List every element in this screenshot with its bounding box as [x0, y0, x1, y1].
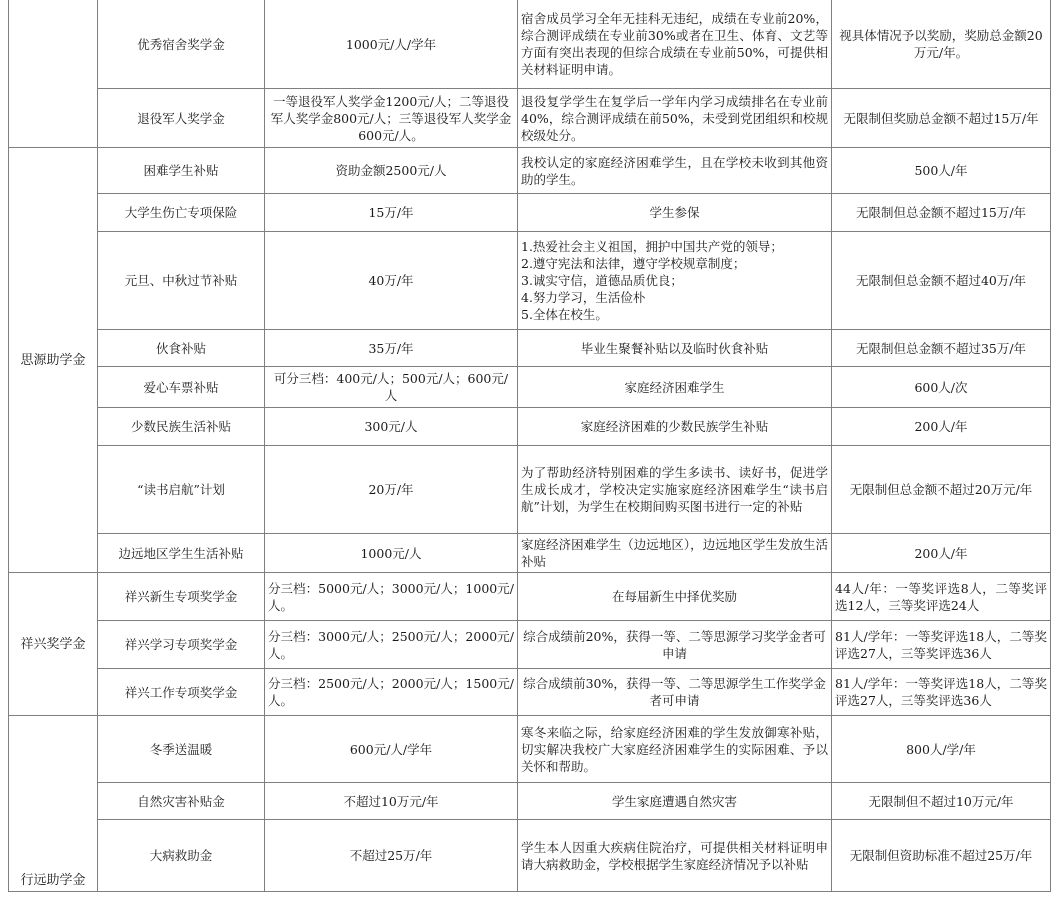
table-row	[9, 446, 1051, 534]
item-amount: 15万/年	[265, 194, 518, 232]
item-quota: 无限制但总金额不超过20万元/年	[832, 446, 1051, 534]
item-name: 伙食补贴	[98, 330, 265, 367]
item-amount: 分三档：3000元/人；2500元/人；2000元/人。	[265, 621, 518, 669]
criteria-line: 1.热爱社会主义祖国，拥护中国共产党的领导；	[521, 239, 783, 254]
item-name: 退役军人奖学金	[98, 89, 265, 148]
criteria-line: 2.遵守宪法和法律，遵守学校规章制度；	[521, 256, 746, 271]
item-amount: 1000元/人	[265, 534, 518, 573]
item-quota: 200人/年	[832, 534, 1051, 573]
item-criteria: 家庭经济困难学生（边远地区），边远地区学生发放生活补贴	[518, 534, 832, 573]
item-name: 祥兴新生专项奖学金	[98, 573, 265, 621]
item-name: 元旦、中秋过节补贴	[98, 232, 265, 330]
item-quota: 600人/次	[832, 367, 1051, 408]
item-name: 大学生伤亡专项保险	[98, 194, 265, 232]
criteria-line: 4.努力学习，生活俭朴	[521, 290, 646, 305]
item-amount: 分三档：2500元/人；2000元/人；1500元/人。	[265, 669, 518, 716]
category-cell: 祥兴奖学金	[9, 573, 98, 716]
table-row	[9, 89, 1051, 148]
item-criteria: 家庭经济困难的少数民族学生补贴	[518, 408, 832, 446]
item-criteria: 学生家庭遭遇自然灾害	[518, 783, 832, 820]
item-quota: 800人/学/年	[832, 716, 1051, 783]
item-name: 少数民族生活补贴	[98, 408, 265, 446]
item-criteria: 家庭经济困难学生	[518, 367, 832, 408]
table-row	[9, 669, 1051, 716]
item-criteria: 学生本人因重大疾病住院治疗，可提供相关材料证明申请大病救助金，学校根据学生家庭经济情况予以补贴	[518, 820, 832, 892]
item-criteria: 综合成绩前30%，获得一等、二等思源学生工作奖学金者可申请	[518, 669, 832, 716]
item-criteria: 我校认定的家庭经济困难学生，且在学校未收到其他资助的学生。	[518, 148, 832, 194]
item-criteria: 寒冬来临之际，给家庭经济困难的学生发放御寒补贴，切实解决我校广大家庭经济困难学生的实际困难、予以关怀和帮助。	[518, 716, 832, 783]
category-cell: 思源助学金	[9, 148, 98, 573]
table-row	[9, 330, 1051, 367]
item-quota: 无限制但总金额不超过35万/年	[832, 330, 1051, 367]
item-criteria: 毕业生聚餐补贴以及临时伙食补贴	[518, 330, 832, 367]
item-amount: 20万/年	[265, 446, 518, 534]
category-cell	[9, 716, 98, 892]
criteria-line: 3.诚实守信，道德品质优良；	[521, 273, 683, 288]
item-criteria	[518, 232, 832, 330]
item-name: 冬季送温暖	[98, 716, 265, 783]
item-criteria: 学生参保	[518, 194, 832, 232]
table-row	[9, 367, 1051, 408]
item-name: 困难学生补贴	[98, 148, 265, 194]
item-criteria: 宿舍成员学习全年无挂科无违纪，成绩在专业前20%，综合测评成绩在专业前30%或者在卫生、体育、文艺等方面有突出表现的但综合成绩在专业前50%，可提供相关材料证明申请。	[518, 0, 832, 89]
table-row	[9, 716, 1051, 783]
item-criteria: 在每届新生中择优奖励	[518, 573, 832, 621]
item-quota: 81人/学年：一等奖评选18人，二等奖评选27人，三等奖评选36人	[832, 669, 1051, 716]
item-amount: 300元/人	[265, 408, 518, 446]
item-quota: 44人/年：一等奖评选8人，二等奖评选12人，三等奖评选24人	[832, 573, 1051, 621]
table-row	[9, 783, 1051, 820]
item-amount: 一等退役军人奖学金1200元/人；二等退役军人奖学金800元/人；三等退役军人奖学金600元/人。	[265, 89, 518, 148]
item-name: 边远地区学生生活补贴	[98, 534, 265, 573]
table-row	[9, 148, 1051, 194]
item-criteria: 综合成绩前20%，获得一等、二等思源学习奖学金者可申请	[518, 621, 832, 669]
item-quota: 200人/年	[832, 408, 1051, 446]
item-criteria: 退役复学学生在复学后一学年内学习成绩排名在专业前40%，综合测评成绩在前50%，未受到党团组织和校规校级处分。	[518, 89, 832, 148]
item-name: “读书启航”计划	[98, 446, 265, 534]
item-amount: 不超过25万/年	[265, 820, 518, 892]
scholarship-table	[8, 0, 1051, 892]
criteria-line: 5.全体在校生。	[521, 307, 608, 322]
item-amount: 35万/年	[265, 330, 518, 367]
table-row	[9, 573, 1051, 621]
item-name: 爱心车票补贴	[98, 367, 265, 408]
item-quota: 无限制但奖励总金额不超过15万/年	[832, 89, 1051, 148]
item-amount: 1000元/人/学年	[265, 0, 518, 89]
item-quota: 81人/学年：一等奖评选18人，二等奖评选27人，三等奖评选36人	[832, 621, 1051, 669]
item-amount: 可分三档：400元/人；500元/人；600元/人	[265, 367, 518, 408]
table-row	[9, 621, 1051, 669]
item-name: 祥兴工作专项奖学金	[98, 669, 265, 716]
item-quota: 无限制但总金额不超过40万/年	[832, 232, 1051, 330]
item-amount: 不超过10万元/年	[265, 783, 518, 820]
table-row	[9, 820, 1051, 892]
item-amount: 40万/年	[265, 232, 518, 330]
item-name: 优秀宿舍奖学金	[98, 0, 265, 89]
table-row	[9, 232, 1051, 330]
table-row	[9, 408, 1051, 446]
category-cell	[9, 0, 98, 148]
item-amount: 600元/人/学年	[265, 716, 518, 783]
table-row	[9, 194, 1051, 232]
item-quota: 无限制但总金额不超过15万/年	[832, 194, 1051, 232]
item-quota: 视具体情况予以奖励，奖励总金额20万元/年。	[832, 0, 1051, 89]
item-amount: 分三档：5000元/人；3000元/人；1000元/人。	[265, 573, 518, 621]
category-label: 行远助学金	[20, 873, 86, 888]
item-amount: 资助金额2500元/人	[265, 148, 518, 194]
item-quota: 无限制但资助标准不超过25万/年	[832, 820, 1051, 892]
item-criteria: 为了帮助经济特别困难的学生多读书、读好书，促进学生成长成才，学校决定实施家庭经济困难学生“读书启航”计划，为学生在校期间购买图书进行一定的补贴	[518, 446, 832, 534]
item-name: 自然灾害补贴金	[98, 783, 265, 820]
table-row	[9, 534, 1051, 573]
item-name: 大病救助金	[98, 820, 265, 892]
item-name: 祥兴学习专项奖学金	[98, 621, 265, 669]
table-row	[9, 0, 1051, 89]
item-quota: 无限制但不超过10万元/年	[832, 783, 1051, 820]
item-quota: 500人/年	[832, 148, 1051, 194]
